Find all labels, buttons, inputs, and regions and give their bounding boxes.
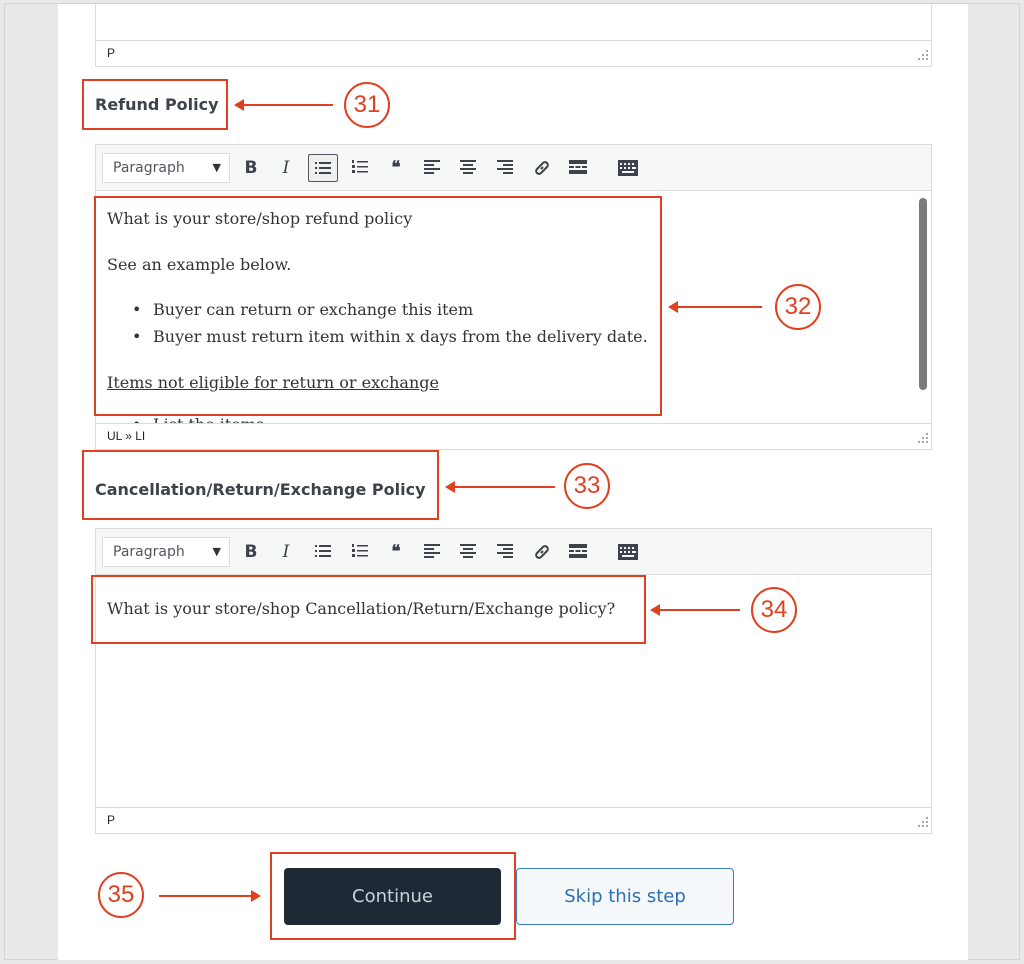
italic-icon[interactable]: I (282, 158, 290, 178)
callout-32: 32 (775, 284, 821, 330)
element-path: UL » LI (107, 429, 146, 443)
format-dropdown[interactable] (102, 153, 230, 183)
link-icon[interactable] (527, 538, 557, 566)
element-path: P (107, 813, 116, 827)
chevron-down-icon: ▼ (212, 161, 221, 174)
align-center-icon[interactable] (453, 154, 483, 182)
callout-31: 31 (344, 82, 390, 128)
cancellation-line-1: What is your store/shop Cancellation/Return/Exchange policy? (107, 599, 616, 618)
read-more-icon[interactable] (563, 538, 593, 566)
italic-icon[interactable]: I (282, 542, 290, 562)
numbered-list-icon[interactable] (345, 154, 375, 182)
numbered-list-icon[interactable] (345, 538, 375, 566)
chevron-down-icon: ▼ (212, 545, 221, 558)
refund-bullet-1: Buyer can return or exchange this item (153, 300, 474, 319)
refund-editor-toolbar (96, 145, 931, 191)
annotation-arrow-34 (652, 609, 740, 611)
bullet-dot: • (132, 300, 142, 319)
resize-grip-icon[interactable] (918, 432, 928, 446)
refund-line-1: What is your store/shop refund policy (107, 209, 413, 228)
resize-grip-icon[interactable] (918, 49, 928, 63)
cancellation-editor-toolbar (96, 529, 931, 575)
previous-editor-statusbar (96, 40, 931, 66)
annotation-box-33 (82, 450, 439, 520)
bold-icon[interactable]: B (244, 542, 258, 562)
read-more-icon[interactable] (563, 154, 593, 182)
format-dropdown-value: Paragraph (113, 544, 185, 560)
callout-33: 33 (564, 463, 610, 509)
refund-editor-statusbar (96, 423, 931, 449)
link-icon[interactable] (527, 154, 557, 182)
continue-button[interactable]: Continue (284, 868, 501, 925)
annotation-box-34 (91, 575, 646, 644)
align-left-icon[interactable] (417, 154, 447, 182)
callout-35: 35 (98, 872, 144, 918)
align-left-icon[interactable] (417, 538, 447, 566)
cancellation-editor-statusbar (96, 807, 931, 833)
align-right-icon[interactable] (490, 154, 520, 182)
callout-34: 34 (751, 587, 797, 633)
bullet-list-icon[interactable] (308, 154, 338, 182)
resize-grip-icon[interactable] (918, 816, 928, 830)
annotation-arrow-33 (447, 486, 555, 488)
blockquote-icon[interactable]: ❝ (391, 158, 401, 178)
previous-editor[interactable] (95, 4, 932, 67)
bullet-list-icon[interactable] (308, 538, 338, 566)
refund-bullet-2: Buyer must return item within x days from the delivery date. (153, 327, 648, 346)
element-path: P (107, 46, 116, 60)
bullet-dot: • (132, 327, 142, 346)
editor-scrollbar[interactable] (919, 198, 927, 390)
annotation-box-32 (94, 196, 662, 416)
toolbar-toggle-icon[interactable] (613, 538, 643, 566)
cancellation-policy-editor[interactable] (95, 528, 932, 834)
refund-line-2: See an example below. (107, 255, 292, 274)
refund-policy-label: Refund Policy (95, 95, 219, 114)
bold-icon[interactable]: B (244, 158, 258, 178)
cancellation-policy-label: Cancellation/Return/Exchange Policy (95, 480, 426, 499)
annotation-arrow-35 (159, 895, 259, 897)
annotation-box-31 (82, 79, 228, 130)
blockquote-icon[interactable]: ❝ (391, 542, 401, 562)
refund-underlined-line: Items not eligible for return or exchange (107, 373, 439, 392)
align-right-icon[interactable] (490, 538, 520, 566)
annotation-arrow-32 (670, 306, 762, 308)
align-center-icon[interactable] (453, 538, 483, 566)
annotation-arrow-31 (236, 104, 333, 106)
skip-step-button[interactable]: Skip this step (516, 868, 734, 925)
toolbar-toggle-icon[interactable] (613, 154, 643, 182)
format-dropdown[interactable] (102, 537, 230, 567)
format-dropdown-value: Paragraph (113, 160, 185, 176)
